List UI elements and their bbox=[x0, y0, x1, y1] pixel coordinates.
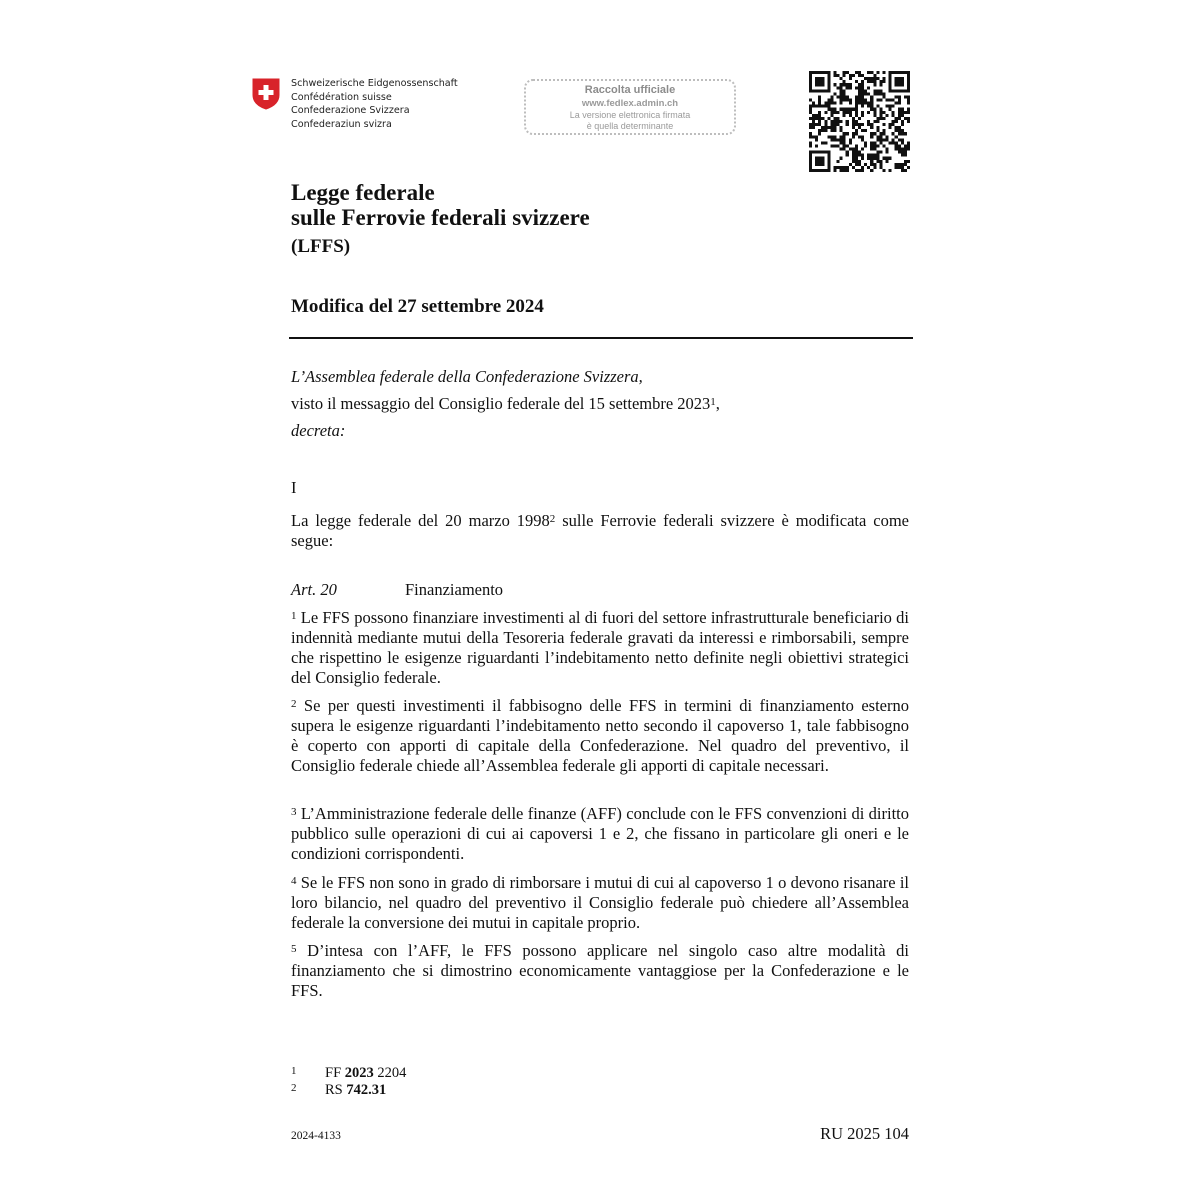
article-paragraph bbox=[291, 941, 909, 1001]
document-number: 2024-4133 bbox=[291, 1130, 341, 1142]
paragraph-text: Se le FFS non sono in grado di rimborsare i mutui di cui al capoverso 1 o devono risanare il loro bilancio, nel quadro del preventivo il Consiglio federale può chiedere all’Assemblea federale la conversione dei mutui in capitale proprio. bbox=[291, 873, 909, 932]
paragraph-text: L’Amministrazione federale delle finanze (AFF) conclude con le FFS convenzioni di diritto pubblico sulle operazioni di cui ai capoversi 1 e 2, che fissano in particolare gli oneri e le condizioni corrispondenti. bbox=[291, 804, 909, 863]
confederation-name-fr: Confédération suisse bbox=[291, 91, 392, 103]
paragraph-text: Se per questi investimenti il fabbisogno delle FFS in termini di finanziamento esterno supera le esigenze riguardanti l’indebitamento netto secondo il capoverso 1, tale fabbisogno è coperto con apporti di capitale della Confederazione. Nel quadro del preventivo, il Consiglio federale chiede all’Assemblea federale gli apporti di capitale necessari. bbox=[291, 696, 909, 775]
paragraph-text: Le FFS possono finanziare investimenti al di fuori del settore infrastrutturale beneficiario di indennità mediante mutui della Tesoreria federale gravati da interessi e rimborsabili, sempre che rispettino le esigenze riguardanti l’indebitamento netto definite negli obiettivi strategici del Consiglio federale. bbox=[291, 608, 909, 687]
article-title: Finanziamento bbox=[405, 580, 504, 599]
confederation-name-de: Schweizerische Eidgenossenschaft bbox=[291, 78, 458, 89]
preamble-visto-text: visto il messaggio del Consiglio federale del 15 settembre 2023 bbox=[291, 394, 711, 413]
confederation-names bbox=[291, 77, 458, 131]
qr-code-icon bbox=[809, 71, 910, 172]
preamble-assembly: L’Assemblea federale della Confederazione Svizzera, bbox=[291, 367, 643, 386]
article-paragraph bbox=[291, 804, 909, 864]
footnote-ref-2[interactable]: 2 bbox=[549, 513, 556, 525]
preamble-visto bbox=[291, 394, 909, 414]
footnote-prefix: FF bbox=[325, 1065, 345, 1081]
footnote-prefix: RS bbox=[325, 1082, 347, 1098]
intro-text-before: La legge federale del 20 marzo 1998 bbox=[291, 511, 550, 530]
article-heading bbox=[291, 580, 504, 600]
article-number: Art. 20 bbox=[291, 580, 337, 599]
intro-text-after: sulle Ferrovie federali svizzere è modificata come segue: bbox=[291, 511, 909, 550]
confederation-name-it: Confederazione Svizzera bbox=[291, 105, 410, 117]
preamble-decreta: decreta: bbox=[291, 421, 346, 440]
article-paragraph bbox=[291, 608, 909, 688]
paragraph-number: 1 bbox=[291, 610, 297, 622]
paragraph-number: 2 bbox=[291, 698, 297, 710]
footnote-number: 2 bbox=[291, 1082, 297, 1094]
footnote-number: 1 bbox=[291, 1065, 297, 1077]
title-line-2: sulle Ferrovie federali svizzere bbox=[291, 205, 590, 230]
article-paragraph bbox=[291, 873, 909, 933]
footnote-ref-1[interactable]: 1 bbox=[710, 396, 716, 408]
paragraph-number: 3 bbox=[291, 806, 297, 818]
header-divider bbox=[289, 337, 913, 339]
footnote-1 bbox=[291, 1063, 406, 1081]
title-line-1: Legge federale bbox=[291, 180, 435, 205]
paragraph-text: D’intesa con l’AFF, le FFS possono applicare nel singolo caso altre modalità di finanziamento che si dimostrino economicamente vantaggiose per la Confederazione e le FFS. bbox=[291, 941, 909, 1000]
article-paragraph bbox=[291, 696, 909, 776]
footnote-suffix: 2204 bbox=[373, 1065, 407, 1081]
footnote-bold: 742.31 bbox=[346, 1082, 387, 1098]
intro-paragraph bbox=[291, 511, 909, 551]
swiss-coat-of-arms-icon bbox=[252, 78, 280, 110]
preamble-visto-end: , bbox=[715, 394, 720, 413]
stamp-url[interactable]: www.fedlex.admin.ch bbox=[581, 98, 679, 109]
paragraph-number: 4 bbox=[291, 875, 297, 887]
official-collection-stamp bbox=[524, 79, 736, 135]
section-number: I bbox=[291, 478, 297, 497]
footnote-2 bbox=[291, 1080, 386, 1098]
confederation-name-rm: Confederaziun svizra bbox=[291, 118, 392, 130]
stamp-note-2: è quella determinante bbox=[586, 121, 674, 131]
stamp-note-1: La versione elettronica firmata bbox=[569, 110, 691, 120]
modification-date: Modifica del 27 settembre 2024 bbox=[291, 296, 544, 317]
title-abbreviation: (LFFS) bbox=[291, 236, 351, 257]
footnote-bold: 2023 bbox=[344, 1065, 374, 1081]
ru-reference: RU 2025 104 bbox=[820, 1124, 909, 1143]
paragraph-number: 5 bbox=[291, 943, 297, 955]
stamp-title: Raccolta ufficiale bbox=[584, 84, 676, 96]
